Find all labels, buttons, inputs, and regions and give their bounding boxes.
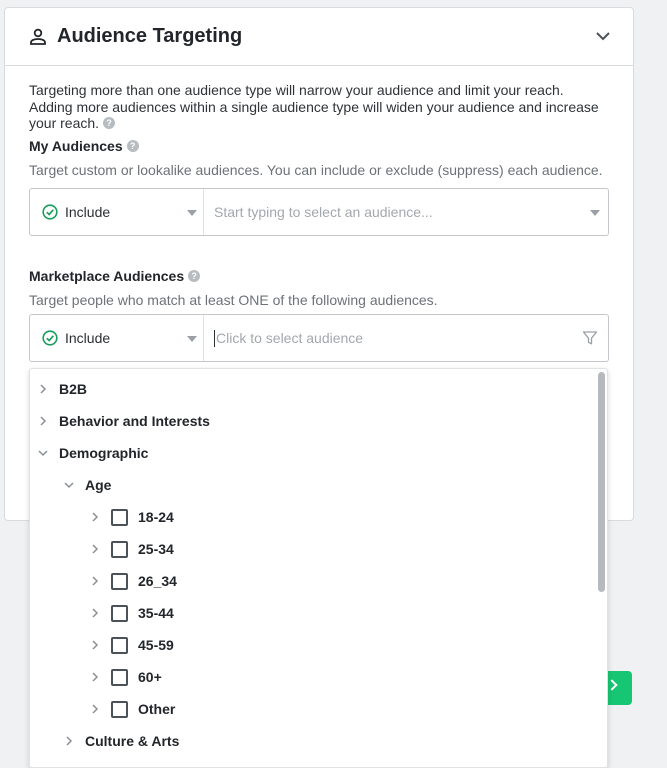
help-icon[interactable]: ? bbox=[188, 270, 200, 282]
chevron-right-icon bbox=[606, 679, 617, 690]
chevron-right-icon[interactable] bbox=[90, 608, 100, 618]
audience-search-input[interactable] bbox=[204, 189, 608, 235]
checkbox[interactable] bbox=[111, 541, 128, 558]
tree-label: 25-34 bbox=[138, 541, 174, 557]
tree-item-age-option[interactable] bbox=[30, 501, 590, 533]
tree-item-culture[interactable] bbox=[30, 725, 590, 757]
tree-item-age[interactable] bbox=[30, 469, 590, 501]
chevron-right-icon[interactable] bbox=[90, 672, 100, 682]
my-audiences-description: Target custom or lookalike audiences. You can include or exclude (suppress) each audience. bbox=[29, 161, 603, 178]
chevron-right-icon[interactable] bbox=[38, 384, 48, 394]
include-label: Include bbox=[65, 204, 111, 220]
tree-item-behavior[interactable] bbox=[30, 405, 590, 437]
tree-item-age-option[interactable] bbox=[30, 693, 590, 725]
my-audiences-title: My Audiences bbox=[29, 137, 123, 154]
marketplace-search-placeholder: Click to select audience bbox=[216, 330, 364, 346]
tree-label: Culture & Arts bbox=[85, 733, 180, 749]
include-dropdown[interactable] bbox=[30, 189, 204, 235]
checkbox[interactable] bbox=[111, 669, 128, 686]
filter-icon[interactable] bbox=[582, 330, 598, 346]
chevron-right-icon[interactable] bbox=[38, 416, 48, 426]
my-audiences-selector bbox=[29, 188, 609, 236]
tree-item-b2b[interactable] bbox=[30, 373, 590, 405]
chevron-right-icon[interactable] bbox=[90, 704, 100, 714]
tree-item-age-option[interactable] bbox=[30, 533, 590, 565]
caret-down-icon bbox=[187, 210, 197, 216]
tree-item-age-option[interactable] bbox=[30, 629, 590, 661]
checkbox[interactable] bbox=[111, 637, 128, 654]
tree-label: Demographic bbox=[59, 445, 149, 461]
chevron-down-icon[interactable] bbox=[38, 448, 48, 458]
tree-item-age-option[interactable] bbox=[30, 565, 590, 597]
tree-label: Behavior and Interests bbox=[59, 413, 210, 429]
person-icon bbox=[29, 28, 47, 46]
tree-item-demographic[interactable] bbox=[30, 437, 590, 469]
chevron-right-icon[interactable] bbox=[90, 640, 100, 650]
check-circle-icon bbox=[42, 330, 58, 346]
tree-label: 18-24 bbox=[138, 509, 174, 525]
help-icon[interactable]: ? bbox=[103, 117, 115, 129]
chevron-right-icon[interactable] bbox=[90, 576, 100, 586]
marketplace-search-input[interactable] bbox=[204, 315, 608, 361]
tree-label: B2B bbox=[59, 381, 88, 397]
help-icon[interactable]: ? bbox=[127, 140, 139, 152]
tree-label: 26_34 bbox=[138, 573, 177, 589]
text-cursor bbox=[214, 330, 215, 347]
audience-search-placeholder: Start typing to select an audience... bbox=[214, 204, 433, 220]
tree-label: 45-59 bbox=[138, 637, 174, 653]
tree-item-age-option[interactable] bbox=[30, 597, 590, 629]
check-circle-icon bbox=[42, 204, 58, 220]
checkbox[interactable] bbox=[111, 573, 128, 590]
caret-down-icon bbox=[590, 210, 600, 216]
chevron-down-icon[interactable] bbox=[64, 480, 74, 490]
tree-label: Other bbox=[138, 701, 176, 717]
tree-label: 35-44 bbox=[138, 605, 174, 621]
chevron-right-icon[interactable] bbox=[64, 736, 74, 746]
tree-item-age-option[interactable] bbox=[30, 661, 590, 693]
marketplace-title: Marketplace Audiences bbox=[29, 268, 185, 284]
checkbox[interactable] bbox=[111, 701, 128, 718]
panel-title: Audience Targeting bbox=[57, 25, 243, 47]
caret-down-icon bbox=[187, 336, 197, 342]
panel-header[interactable] bbox=[5, 8, 633, 66]
chevron-down-icon[interactable] bbox=[595, 28, 611, 44]
marketplace-description: Target people who match at least ONE of the following audiences. bbox=[29, 292, 438, 308]
audience-tree-dropdown bbox=[29, 368, 608, 768]
marketplace-selector bbox=[29, 314, 609, 362]
chevron-right-icon[interactable] bbox=[90, 512, 100, 522]
include-label: Include bbox=[65, 330, 111, 346]
intro-text: Targeting more than one audience type will narrow your audience and limit your reach. Adding more audiences within a single audience type will widen your audience and increase your reach. ? bbox=[29, 82, 599, 131]
include-dropdown[interactable] bbox=[30, 315, 204, 361]
chevron-right-icon[interactable] bbox=[90, 544, 100, 554]
next-button[interactable] bbox=[604, 671, 632, 705]
tree-label: Age bbox=[85, 477, 112, 493]
tree-label: 60+ bbox=[138, 669, 162, 685]
checkbox[interactable] bbox=[111, 509, 128, 526]
checkbox[interactable] bbox=[111, 605, 128, 622]
scrollbar[interactable] bbox=[598, 372, 605, 592]
